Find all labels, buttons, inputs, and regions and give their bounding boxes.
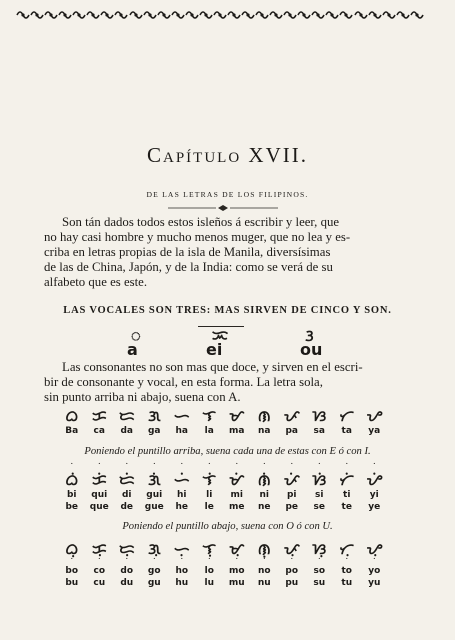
syllable-label: qui	[91, 490, 108, 500]
border-ornament-icon	[297, 9, 311, 21]
syllable-label: co	[93, 566, 106, 576]
baybayin-glyph: ᜊᜒ	[65, 471, 79, 489]
vowel-glyph: ᜂ	[305, 326, 314, 345]
border-ornament-icon	[410, 9, 424, 21]
border-ornament-icon	[129, 9, 143, 21]
syllable-label: lu	[204, 578, 214, 588]
kudlit-dot: ˙	[290, 462, 294, 473]
baybayin-glyph: ᜆ	[339, 407, 355, 425]
syllable-label: po	[285, 566, 299, 576]
intro-line: criba en letras propias de la isla de Manila, diversísimas	[44, 245, 331, 259]
ornament-divider	[168, 204, 278, 212]
baybayin-glyph: ᜆᜒ	[339, 471, 355, 489]
chapter-title: Capítulo XVII.	[147, 143, 308, 167]
syllable-label: su	[313, 578, 326, 588]
syllable-label: le	[204, 502, 214, 512]
consonants-line: bir de consonante y vocal, en esta forma. La letra sola,	[44, 375, 323, 389]
syllable-label: que	[89, 502, 109, 512]
syllable-label: ha	[175, 426, 188, 436]
syllable-label: di	[121, 490, 132, 500]
syllable-label: pu	[285, 578, 299, 588]
syllable-label: to	[341, 566, 352, 576]
syllable-label: mu	[228, 578, 245, 588]
kudlit-dot: ˙	[235, 557, 239, 568]
syllable-label: he	[175, 502, 188, 512]
syllable-label: ga	[147, 426, 161, 436]
border-ornament-icon	[325, 9, 339, 21]
syllable-label: la	[204, 426, 214, 436]
kudlit-dot: ˙	[125, 557, 129, 568]
baybayin-glyph: ᜉᜒ	[283, 471, 300, 489]
decorative-border	[16, 8, 424, 22]
intro-paragraph	[44, 215, 398, 290]
border-ornament-icon	[227, 9, 241, 21]
baybayin-glyph: ᜐᜓ	[312, 540, 327, 558]
border-ornament-icon	[30, 9, 44, 21]
baybayin-glyph: ᜆᜓ	[339, 540, 355, 558]
kudlit-dot: ˙	[317, 462, 321, 473]
kudlit-dot: ˙	[70, 557, 74, 568]
syllable-label: gu	[147, 578, 161, 588]
baybayin-glyph: ᜌᜒ	[366, 471, 382, 489]
kudlit-dot: ˙	[345, 462, 349, 473]
vowel-glyph: ᜀ	[131, 325, 141, 344]
vowel-label: a	[127, 340, 138, 359]
baybayin-glyph: ᜐᜒ	[312, 471, 327, 489]
syllable-label: te	[341, 502, 352, 512]
syllable-label: da	[120, 426, 133, 436]
border-ornament-icon	[58, 9, 72, 21]
kudlit-dot: ˙	[262, 462, 266, 473]
border-ornament-icon	[199, 9, 213, 21]
kudlit-dot: ˙	[97, 462, 101, 473]
chapter-subheading: DE LAS LETRAS DE LOS FILIPINOS.	[146, 190, 309, 199]
baybayin-glyph: ᜎ	[202, 407, 217, 425]
syllable-label: si	[315, 490, 324, 500]
baybayin-glyph: ᜄᜓ	[147, 540, 161, 558]
border-ornament-icon	[143, 9, 157, 21]
syllable-label: bo	[65, 566, 79, 576]
kudlit-dot: ˙	[180, 557, 184, 568]
syllable-label: be	[65, 502, 79, 512]
intro-line: Son tán dados todos estos isleños á escribir y leer, que	[62, 215, 340, 229]
syllable-label: se	[313, 502, 325, 512]
syllable-label: pe	[285, 502, 299, 512]
kudlit-dot: ˙	[97, 557, 101, 568]
baybayin-glyph: ᜌᜓ	[366, 540, 382, 558]
vowel-label: ou	[300, 340, 323, 359]
kudlit-dot: ˙	[125, 462, 129, 473]
syllable-row	[58, 490, 388, 501]
baybayin-glyph: ᜇᜒ	[118, 471, 135, 489]
border-ornament-icon	[354, 9, 368, 21]
baybayin-glyph: ᜎᜒ	[202, 471, 217, 489]
baybayin-glyph: ᜃᜒ	[91, 471, 107, 489]
syllable-label: nu	[257, 578, 271, 588]
consonants-paragraph	[44, 360, 398, 405]
kudlit-dot: ˙	[180, 462, 184, 473]
baybayin-glyph: ᜄᜒ	[147, 471, 161, 489]
baybayin-glyph: ᜑᜓ	[173, 540, 190, 558]
syllable-label: ya	[368, 426, 381, 436]
consonants-line: sin punto arriba ni abajo, suena con A.	[44, 390, 241, 404]
baybayin-glyph: ᜇᜓ	[118, 540, 135, 558]
syllable-label: yi	[369, 490, 379, 500]
syllable-label: yu	[368, 578, 381, 588]
kudlit-dot: ˙	[372, 557, 376, 568]
glyph-row-o-u	[58, 541, 388, 557]
syllable-row	[58, 426, 388, 437]
syllable-label: yo	[368, 566, 381, 576]
border-ornament-icon	[171, 9, 185, 21]
syllable-label: ne	[257, 502, 271, 512]
kudlit-dot: ˙	[235, 462, 239, 473]
syllable-label: du	[120, 578, 134, 588]
border-ornament-icon	[311, 9, 325, 21]
vowel-label: ei	[206, 340, 223, 359]
border-ornament-icon	[72, 9, 86, 21]
border-ornament-icon	[241, 9, 255, 21]
baybayin-glyph: ᜊ	[65, 407, 79, 425]
border-ornament-icon	[368, 9, 382, 21]
syllable-label: mi	[230, 490, 243, 500]
border-ornament-icon	[213, 9, 227, 21]
syllable-label: ho	[175, 566, 189, 576]
border-ornament-icon	[396, 9, 410, 21]
baybayin-glyph: ᜉ	[283, 407, 300, 425]
baybayin-glyph: ᜑ	[173, 407, 190, 425]
syllable-label: tu	[341, 578, 353, 588]
kudlit-dot: ˙	[207, 557, 211, 568]
kudlit-dot: ˙	[372, 462, 376, 473]
kudlit-dot: ˙	[70, 462, 74, 473]
vowels-heading: LAS VOCALES SON TRES: MAS SIRVEN DE CINCO Y SON.	[63, 305, 392, 316]
border-ornament-icon	[157, 9, 171, 21]
syllable-label: gui	[146, 490, 163, 500]
intro-line: no hay casi hombre y mucho menos muger, que no lea y es-	[44, 230, 351, 244]
vowel-glyph: ᜁ	[212, 326, 229, 345]
kudlit-dot: ˙	[152, 462, 156, 473]
baybayin-glyph: ᜈ	[257, 407, 271, 425]
consonants-line: Las consonantes no son mas que doce, y sirven en el escri-	[62, 360, 363, 374]
syllable-label: ni	[259, 490, 269, 500]
baybayin-glyph: ᜃᜓ	[91, 540, 107, 558]
syllable-label: Ba	[65, 426, 79, 436]
baybayin-glyph: ᜈᜒ	[257, 471, 271, 489]
border-ornament-icon	[185, 9, 199, 21]
baybayin-glyph: ᜋ	[229, 407, 245, 425]
baybayin-glyph: ᜇ	[118, 407, 135, 425]
syllable-label: cu	[93, 578, 106, 588]
syllable-label: ca	[93, 426, 105, 436]
syllable-label: mo	[228, 566, 245, 576]
baybayin-glyph: ᜉᜓ	[283, 540, 300, 558]
syllable-label: sa	[313, 426, 325, 436]
baybayin-glyph: ᜎᜓ	[202, 540, 217, 558]
syllable-label: lo	[204, 566, 214, 576]
syllable-label: gue	[144, 502, 164, 512]
syllable-label: hi	[177, 490, 187, 500]
baybayin-glyph: ᜋᜒ	[229, 471, 245, 489]
border-ornament-icon	[269, 9, 283, 21]
syllable-row	[58, 502, 388, 513]
glyph-row-e-i	[58, 472, 388, 488]
syllable-label: bi	[66, 490, 77, 500]
baybayin-glyph: ᜑᜒ	[173, 471, 190, 489]
kudlit-dot: ˙	[152, 557, 156, 568]
border-ornament-icon	[86, 9, 100, 21]
syllable-label: me	[229, 502, 245, 512]
intro-line: alfabeto que es este.	[44, 275, 148, 289]
syllable-label: go	[147, 566, 161, 576]
baybayin-glyph: ᜐ	[312, 407, 327, 425]
baybayin-glyph: ᜈᜓ	[257, 540, 271, 558]
baybayin-glyph: ᜃ	[91, 407, 107, 425]
syllable-label: ti	[343, 490, 351, 500]
glyph-row-a	[58, 408, 388, 424]
border-ornament-icon	[283, 9, 297, 21]
border-ornament-icon	[16, 9, 30, 21]
syllable-label: li	[206, 490, 213, 500]
border-ornament-icon	[114, 9, 128, 21]
syllable-label: ma	[229, 426, 245, 436]
syllable-label: so	[313, 566, 326, 576]
kudlit-dot: ˙	[317, 557, 321, 568]
border-ornament-icon	[100, 9, 114, 21]
syllable-label: pi	[286, 490, 297, 500]
intro-line: de las de China, Japón, y de la India: como se verá de su	[44, 260, 333, 274]
border-ornament-icon	[255, 9, 269, 21]
baybayin-glyph: ᜄ	[147, 407, 161, 425]
border-ornament-icon	[382, 9, 396, 21]
syllable-label: pa	[285, 426, 298, 436]
syllable-row	[58, 566, 388, 577]
kudlit-dot: ˙	[262, 557, 266, 568]
syllable-label: ta	[341, 426, 352, 436]
border-ornament-icon	[339, 9, 353, 21]
kudlit-dot: ˙	[345, 557, 349, 568]
syllable-row	[58, 578, 388, 589]
kudlit-dot: ˙	[290, 557, 294, 568]
syllable-label: ye	[368, 502, 381, 512]
syllable-label: na	[258, 426, 271, 436]
kudlit-dot: ˙	[207, 462, 211, 473]
border-ornament-icon	[44, 9, 58, 21]
syllable-label: do	[120, 566, 134, 576]
syllable-label: bu	[65, 578, 79, 588]
syllable-label: de	[120, 502, 134, 512]
caption-o-u: Poniendo el puntillo abajo, suena con O ó con U.	[122, 521, 333, 532]
syllable-label: no	[257, 566, 271, 576]
baybayin-glyph: ᜊᜓ	[65, 540, 79, 558]
baybayin-glyph: ᜋᜓ	[229, 540, 245, 558]
baybayin-glyph: ᜌ	[366, 407, 382, 425]
caption-e-i: Poniendo el puntillo arriba, suena cada una de estas con E ó con I.	[84, 446, 371, 457]
syllable-label: hu	[175, 578, 189, 588]
